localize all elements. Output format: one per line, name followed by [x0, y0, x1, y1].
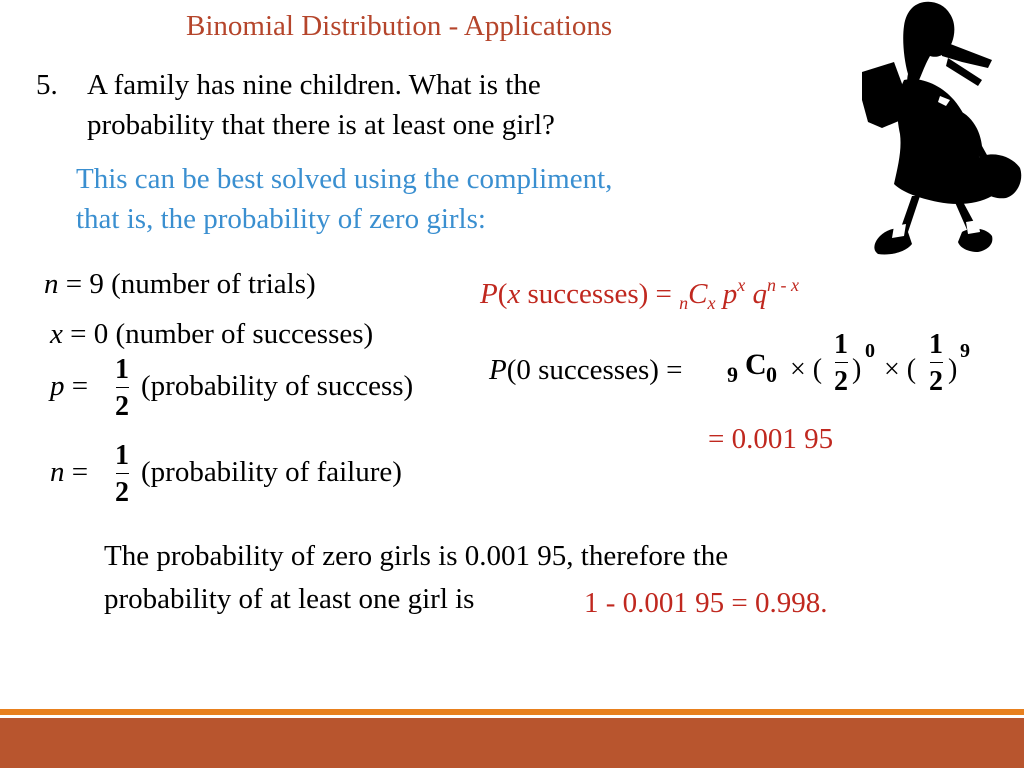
footer-bar: [0, 718, 1024, 768]
calc-fraction-1: 1 2: [834, 329, 848, 397]
calc-lhs: P(0 successes) =: [489, 354, 683, 386]
hint-line-2: that is, the probability of zero girls:: [76, 203, 486, 235]
conclusion-line-2: probability of at least one girl is: [104, 583, 475, 615]
question-line-2: probability that there is at least one girl?: [87, 109, 555, 141]
q-fraction-den: 2: [115, 477, 129, 508]
calc-times-2: × (: [884, 354, 917, 385]
p-description: (probability of success): [141, 370, 414, 402]
q-equals: =: [64, 456, 89, 488]
calc-exponent-0: 0: [865, 340, 875, 362]
q-symbol: n: [50, 456, 65, 488]
formula-P: P: [480, 278, 498, 310]
calc-nine-subscript: 9: [727, 362, 738, 387]
p-fraction-bar: [116, 387, 129, 388]
binomial-formula: P(x successes) = $_nC_x$ $p^x$ $q^{n - x}$: [480, 275, 799, 313]
calc-C: C: [745, 348, 767, 381]
p-fraction-den: 2: [115, 391, 129, 422]
p-symbol: p: [50, 370, 65, 402]
q-fraction-bar: [116, 473, 129, 474]
calc-close-1: ): [852, 354, 862, 385]
hint-line-1: This can be best solved using the compliment,: [76, 163, 613, 195]
q-description: (probability of failure): [141, 456, 402, 488]
question-line-1: A family has nine children. What is the: [87, 69, 541, 101]
x-successes: [50, 318, 373, 351]
q-label: [50, 456, 88, 489]
p-label: [50, 370, 88, 403]
p-fraction-num: 1: [115, 354, 129, 385]
calc-result: = 0.001 95: [708, 423, 834, 455]
calc-zero-subscript: 0: [766, 362, 777, 387]
slide-title: Binomial Distribution - Applications: [186, 10, 613, 42]
n-trials-text: = 9 (number of trials): [58, 268, 316, 300]
q-fraction-num: 1: [115, 440, 129, 471]
x-symbol: x: [50, 318, 63, 350]
footer-accent-line: [0, 709, 1024, 715]
p-fraction: [112, 355, 132, 422]
conclusion-line-1: The probability of zero girls is 0.001 95, therefore the: [104, 540, 729, 572]
calc-times-1: × (: [790, 354, 823, 385]
calc-close-2: ): [948, 354, 958, 385]
question-number: 5.: [36, 69, 58, 101]
n-symbol: n: [44, 268, 59, 300]
q-fraction: [112, 441, 132, 508]
girl-silhouette-icon: [842, 0, 1024, 268]
calc-exponent-9: 9: [960, 340, 970, 362]
n-trials: [44, 268, 316, 301]
calc-fraction-2: 1 2: [929, 329, 943, 397]
conclusion-answer: 1 - 0.001 95 = 0.998.: [584, 587, 828, 619]
p-equals: =: [64, 370, 89, 402]
x-successes-text: = 0 (number of successes): [62, 318, 374, 350]
